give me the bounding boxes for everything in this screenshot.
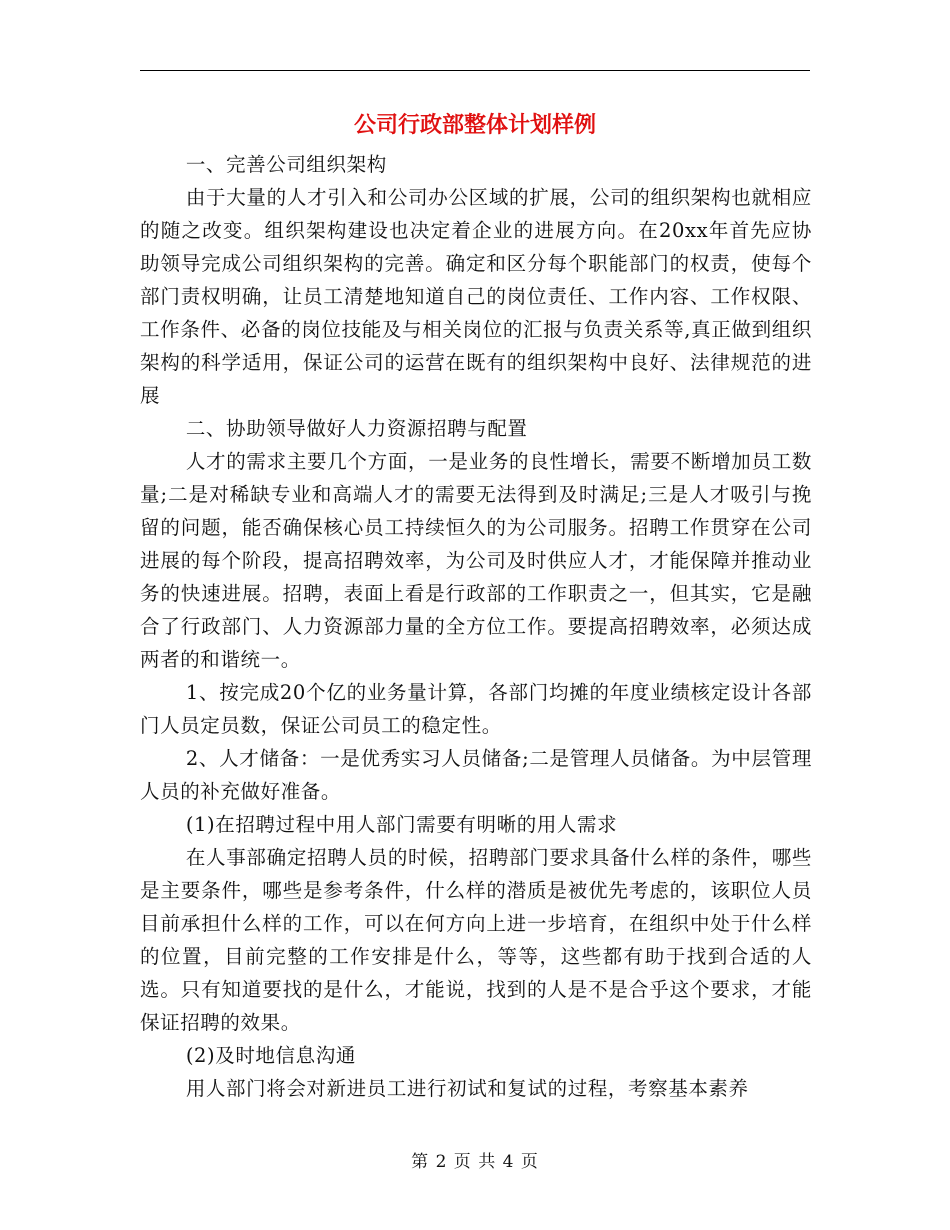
sub-heading-1: (1)在招聘过程中用人部门需要有明晰的用人需求	[185, 813, 618, 836]
paragraph-talent-demand: 人才的需求主要几个方面，一是业务的良性增长，需要不断增加员工数量;二是对稀缺专业和高端人才的需要无法得到及时满足;三是人才吸引与挽留的问题，能否确保核心员工持续恒久的为公司服务。招聘工作贯穿在公司进展的每个阶段，提高招聘效率，为公司及时供应人才，才能保障并推动业务的快速进展。招聘，表面上看是行政部的工作职责之一，但其实，它是融合了行政部门、人力资源部力量的全方位工作。要提高招聘效率，必须达成两者的和谐统一。	[140, 450, 812, 671]
paragraph-org-structure: 由于大量的人才引入和公司办公区域的扩展，公司的组织架构也就相应的随之改变。组织架构建设也决定着企业的进展方向。在20xx年首先应协助领导完成公司组织架构的完善。确定和区分每个职能部门的权责，使每个部门责权明确，让员工清楚地知道自己的岗位责任、工作内容、工作权限、工作条件、必备的岗位技能及与相关岗位的汇报与负责关系等,真正做到组织架构的科学适用，保证公司的运营在既有的组织架构中良好、法律规范的进展	[140, 186, 812, 407]
section-heading-1: 一、完善公司组织架构	[185, 153, 387, 176]
section-heading-2: 二、协助领导做好人力资源招聘与配置	[185, 417, 528, 440]
document-title: 公司行政部整体计划样例	[353, 112, 596, 138]
document-body	[140, 148, 812, 1105]
page-number: 第 2 页 共 4 页	[411, 1152, 539, 1172]
sub-heading-2: (2)及时地信息沟通	[185, 1044, 356, 1067]
header-rule	[140, 70, 810, 71]
paragraph-communication: 用人部门将会对新进员工进行初试和复试的过程，考察基本素养	[185, 1077, 749, 1100]
paragraph-hiring-requirements: 在人事部确定招聘人员的时候，招聘部门要求具备什么样的条件，哪些是主要条件，哪些是参考条件，什么样的潜质是被优先考虑的，该职位人员目前承担什么样的工作，可以在何方向上进一步培育，在组织中处于什么样的位置，目前完整的工作安排是什么，等等，这些都有助于找到合适的人选。只有知道要找的是什么，才能说，找到的人是不是合乎这个要求，才能保证招聘的效果。	[140, 846, 812, 1034]
list-item-2: 2、人才储备：一是优秀实习人员储备;二是管理人员储备。为中层管理人员的补充做好准备。	[140, 747, 812, 803]
list-item-1: 1、按完成20个亿的业务量计算，各部门均摊的年度业绩核定设计各部门人员定员数，保证公司员工的稳定性。	[140, 681, 812, 737]
